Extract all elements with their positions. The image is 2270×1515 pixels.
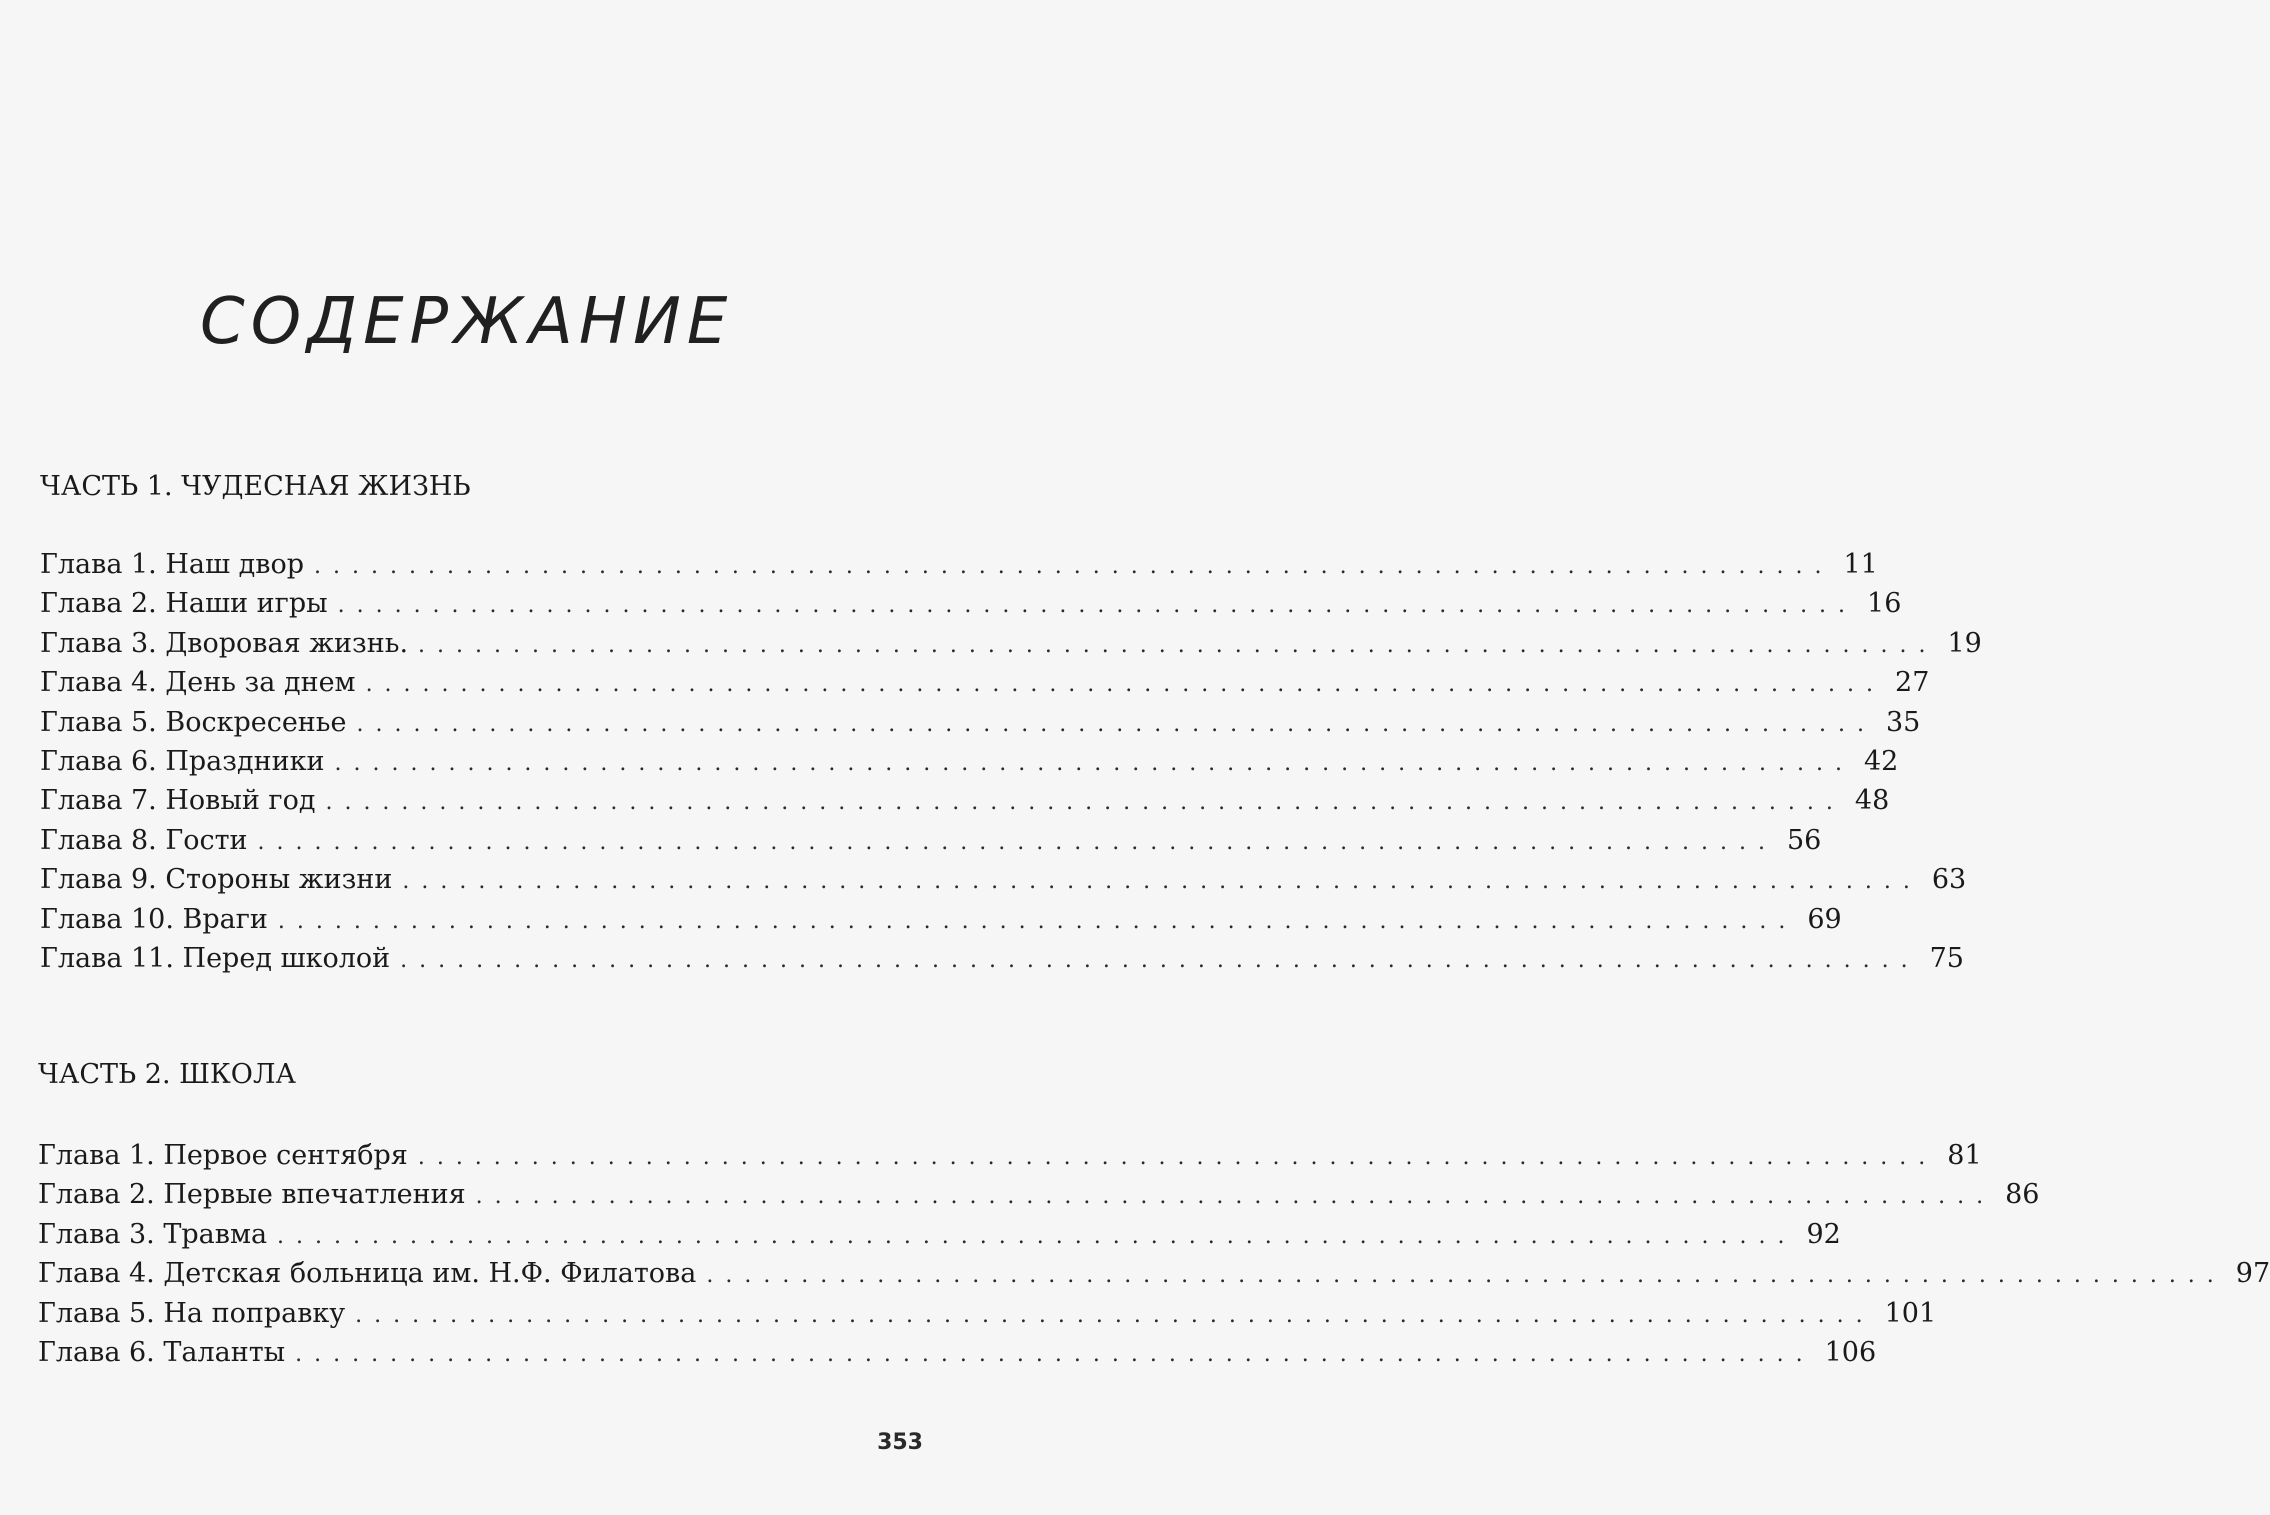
chapter-title: Глава 9. Стороны жизни (40, 864, 393, 896)
leader-dots: ................................................................................ (277, 1223, 1797, 1249)
toc-entry (40, 821, 1822, 860)
chapter-title: Глава 2. Наши игры (40, 588, 328, 620)
chapter-page-number: 56 (1787, 824, 1822, 856)
chapter-page-number: 27 (1895, 667, 1930, 699)
chapter-page-number: 106 (1824, 1336, 1877, 1368)
leader-dots: ................................................................................ (365, 672, 1886, 698)
part-1-heading: ЧАСТЬ 1. ЧУДЕСНАЯ ЖИЗНЬ (40, 471, 471, 502)
toc-entry (38, 1294, 1937, 1333)
chapter-title: Глава 10. Враги (40, 903, 268, 935)
chapter-page-number: 81 (1947, 1140, 1982, 1171)
leader-dots: ................................................................................ (475, 1184, 1996, 1210)
leader-dots: ................................................................................ (418, 632, 1938, 658)
chapter-page-number: 101 (1884, 1297, 1937, 1329)
chapter-title: Глава 6. Таланты (38, 1336, 286, 1368)
chapter-title: Глава 3. Травма (38, 1218, 268, 1250)
toc-entry (40, 584, 1902, 623)
toc-entry (40, 545, 1878, 584)
toc-entry (38, 1136, 1982, 1175)
chapter-page-number: 69 (1807, 903, 1842, 935)
chapter-page-number: 11 (1843, 549, 1878, 580)
chapter-title: Глава 5. На поправку (38, 1297, 346, 1329)
leader-dots: ................................................................................ (325, 790, 1845, 816)
chapter-title: Глава 11. Перед школой (40, 942, 391, 974)
chapter-title: Глава 1. Первое сентября (38, 1140, 408, 1171)
leader-dots: ................................................................................ (257, 829, 1777, 855)
toc-entry (38, 1215, 1841, 1254)
leader-dots: ................................................................................ (355, 1302, 1875, 1328)
leader-dots: ................................................................................ (400, 947, 1920, 973)
chapter-page-number: 97 (2235, 1258, 2270, 1290)
part-1-chapter-list (40, 545, 1982, 978)
chapter-page-number: 92 (1806, 1218, 1841, 1250)
leader-dots: ................................................................................ (402, 869, 1922, 895)
leader-dots: ................................................................................ (314, 554, 1834, 579)
toc-entry (40, 624, 1982, 663)
toc-entry (38, 1254, 2270, 1293)
page-title: СОДЕРЖАНИЕ (200, 285, 734, 359)
chapter-page-number: 63 (1931, 864, 1967, 896)
toc-entry (40, 939, 1964, 978)
chapter-page-number: 35 (1885, 706, 1921, 738)
toc-entry (40, 663, 1930, 702)
part-2-chapter-list (38, 1136, 2270, 1372)
chapter-title: Глава 2. Первые впечатления (38, 1179, 466, 1211)
chapter-title: Глава 6. Праздники (40, 745, 325, 777)
leader-dots: ................................................................................ (295, 1341, 1815, 1367)
page-number: 353 (877, 1430, 923, 1455)
toc-entry (38, 1333, 1877, 1372)
chapter-title: Глава 5. Воскресенье (40, 706, 347, 738)
chapter-page-number: 42 (1863, 745, 1899, 777)
chapter-title: Глава 1. Наш двор (40, 549, 305, 580)
chapter-title: Глава 8. Гости (40, 824, 248, 856)
toc-entry (40, 703, 1921, 742)
leader-dots: ................................................................................ (356, 711, 1876, 737)
toc-entry (40, 742, 1899, 781)
chapter-title: Глава 4. Детская больница им. Н.Ф. Филатова (38, 1258, 697, 1290)
chapter-title: Глава 7. Новый год (40, 785, 316, 817)
chapter-page-number: 19 (1947, 627, 1982, 659)
chapter-title: Глава 3. Дворовая жизнь. (40, 627, 409, 659)
toc-entry (40, 860, 1967, 899)
part-2-heading: ЧАСТЬ 2. ШКОЛА (38, 1059, 296, 1090)
chapter-page-number: 86 (2005, 1179, 2040, 1211)
chapter-title: Глава 4. День за днем (40, 667, 356, 699)
leader-dots: ................................................................................ (417, 1145, 1938, 1170)
leader-dots: ................................................................................ (334, 750, 1854, 776)
leader-dots: ................................................................................ (277, 908, 1798, 934)
leader-dots: ................................................................................ (706, 1263, 2226, 1289)
toc-entry (40, 900, 1842, 939)
chapter-page-number: 16 (1867, 588, 1902, 620)
leader-dots: ................................................................................ (337, 593, 1858, 619)
chapter-page-number: 75 (1929, 942, 1964, 974)
toc-entry (38, 1175, 2040, 1214)
toc-entry (40, 781, 1890, 820)
chapter-page-number: 48 (1854, 785, 1890, 817)
